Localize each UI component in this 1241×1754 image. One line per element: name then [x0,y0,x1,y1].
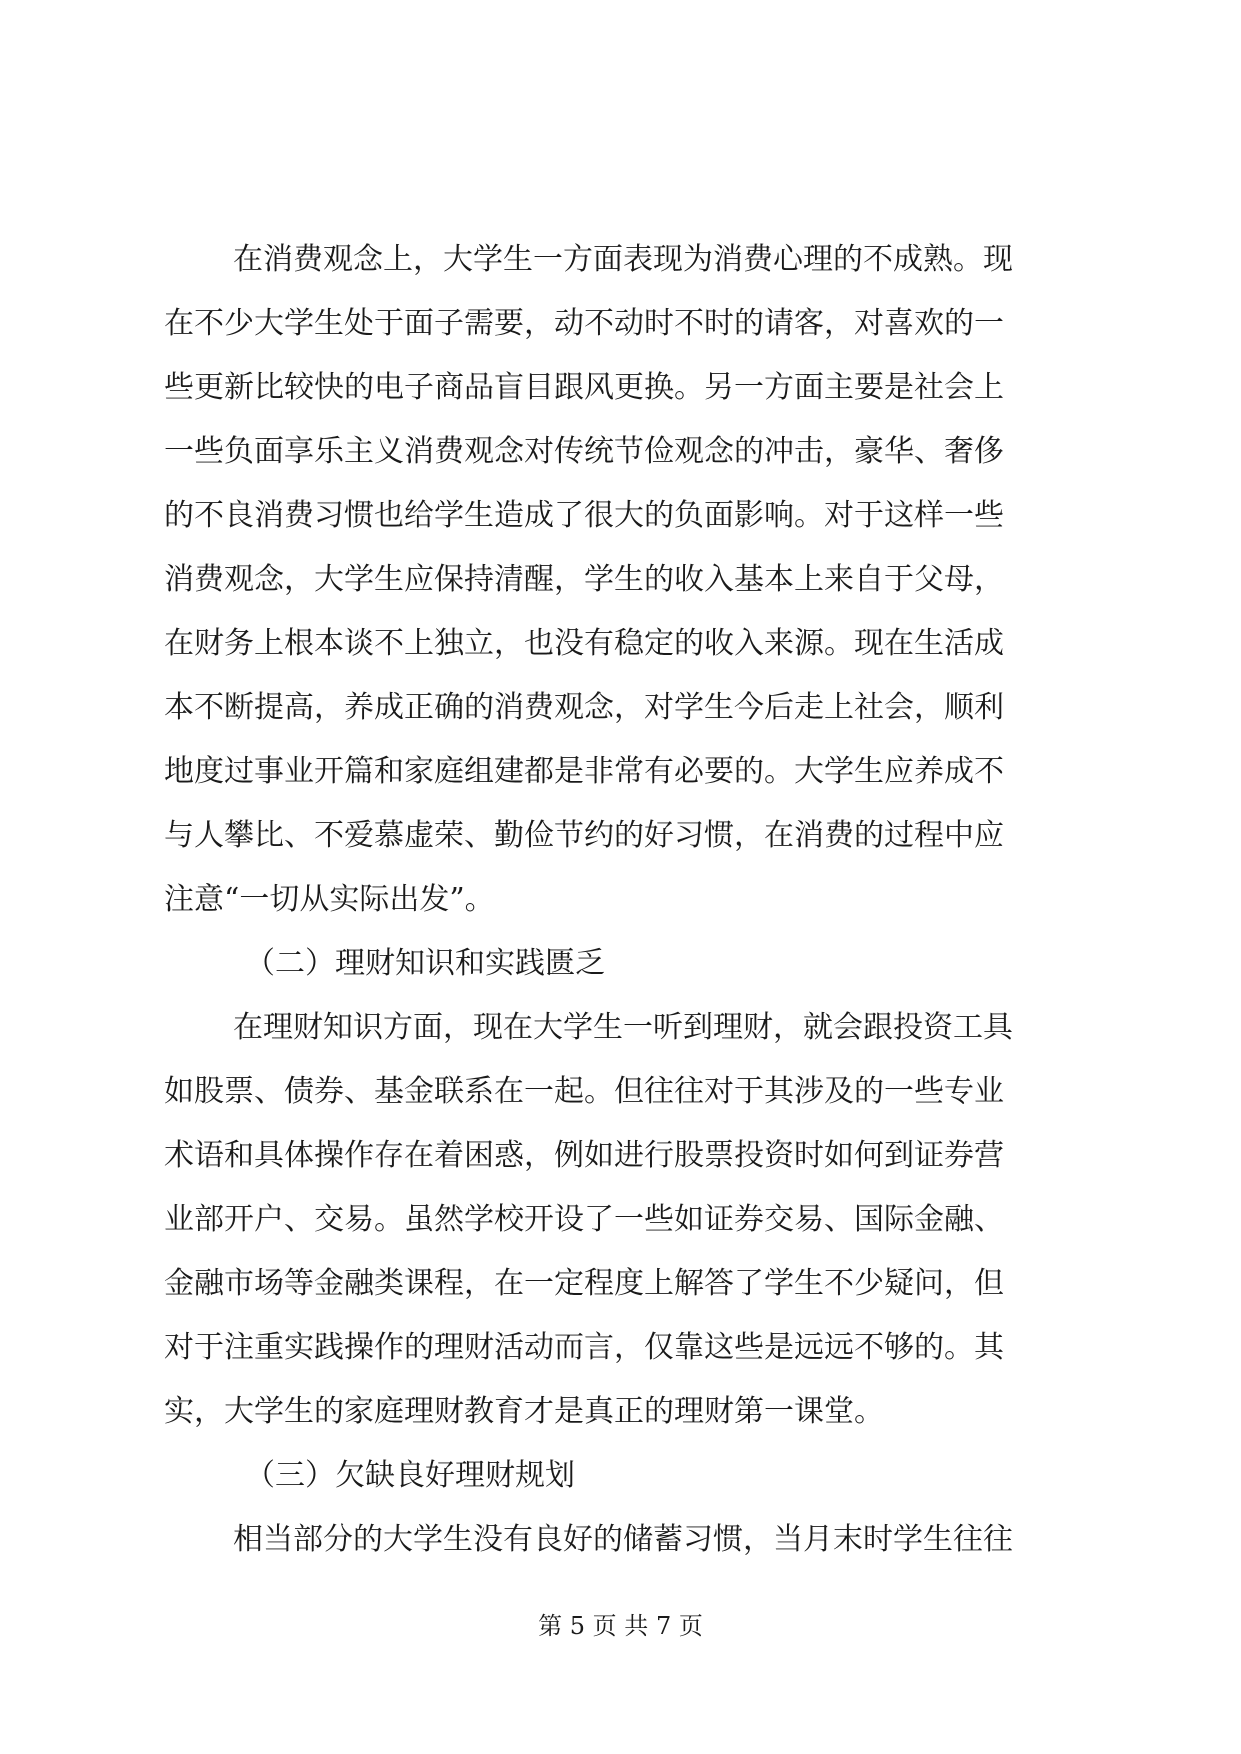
paragraph-line: 消费观念，大学生应保持清醒，学生的收入基本上来自于父母， [164,562,1004,597]
paragraph-line: 地度过事业开篇和家庭组建都是非常有必要的。大学生应养成不 [164,754,1004,789]
paragraph-line: 术语和具体操作存在着困惑，例如进行股票投资时如何到证券营 [164,1138,1004,1173]
section-heading: （三）欠缺良好理财规划 [245,1458,575,1493]
paragraph-line: 对于注重实践操作的理财活动而言，仅靠这些是远远不够的。其 [164,1330,1004,1365]
paragraph-line: 金融市场等金融类课程，在一定程度上解答了学生不少疑问，但 [164,1266,1004,1301]
paragraph-line: 注意“一切从实际出发”。 [164,882,495,917]
section-heading: （二）理财知识和实践匮乏 [245,946,605,981]
paragraph-line: 在理财知识方面，现在大学生一听到理财，就会跟投资工具 [233,1010,1013,1045]
paragraph-line: 本不断提高，养成正确的消费观念，对学生今后走上社会，顺利 [164,690,1004,725]
body-text [164,228,1078,1572]
page-number-footer: 第 5 页 共 7 页 [538,1612,703,1640]
paragraph-line: 在不少大学生处于面子需要，动不动时不时的请客，对喜欢的一 [164,306,1004,341]
paragraph-line: 一些负面享乐主义消费观念对传统节俭观念的冲击，豪华、奢侈 [164,434,1004,469]
paragraph-line: 相当部分的大学生没有良好的储蓄习惯，当月末时学生往往 [233,1522,1013,1557]
paragraph-line: 业部开户、交易。虽然学校开设了一些如证券交易、国际金融、 [164,1202,1004,1237]
paragraph-line: 如股票、债券、基金联系在一起。但往往对于其涉及的一些专业 [164,1074,1004,1109]
paragraph-line: 些更新比较快的电子商品盲目跟风更换。另一方面主要是社会上 [164,370,1004,405]
paragraph-line: 实，大学生的家庭理财教育才是真正的理财第一课堂。 [164,1394,884,1429]
paragraph-line: 在财务上根本谈不上独立，也没有稳定的收入来源。现在生活成 [164,626,1004,661]
paragraph-line: 与人攀比、不爱慕虚荣、勤俭节约的好习惯，在消费的过程中应 [164,818,1004,853]
paragraph-line: 的不良消费习惯也给学生造成了很大的负面影响。对于这样一些 [164,498,1004,533]
paragraph-line: 在消费观念上，大学生一方面表现为消费心理的不成熟。现 [233,242,1013,277]
